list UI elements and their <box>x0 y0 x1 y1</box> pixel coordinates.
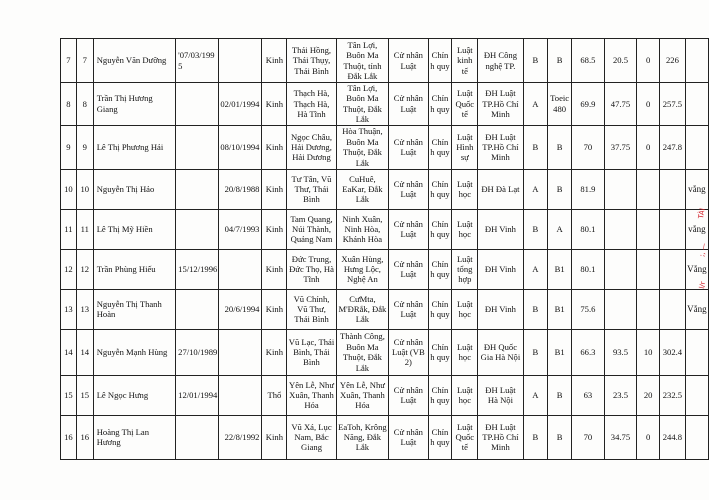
ethnicity-cell: Thổ <box>262 375 287 415</box>
cert-2-cell: B <box>548 415 572 459</box>
stt2-cell: 8 <box>76 83 93 126</box>
major-cell: Luật học <box>452 375 478 415</box>
score-2-cell <box>604 289 637 329</box>
study-mode-cell: Chín h quy <box>428 125 452 169</box>
priority-points-cell: 20 <box>637 375 660 415</box>
major-cell: Luật kinh tế <box>452 39 478 83</box>
degree-cell: Cử nhân Luật <box>389 39 428 83</box>
stt-cell: 10 <box>61 169 77 209</box>
score-2-cell: 34.75 <box>604 415 637 459</box>
dob-cell-left <box>176 125 219 169</box>
score-1-cell: 81.9 <box>572 169 605 209</box>
table-row <box>61 209 709 249</box>
dob-cell-left <box>176 415 219 459</box>
name-cell: Trần Thị Hương Giang <box>93 83 175 126</box>
name-cell: Lê Ngọc Hưng <box>93 375 175 415</box>
total-score-cell <box>659 169 685 209</box>
cert-1-cell: A <box>523 249 548 289</box>
major-cell: Luật học <box>452 329 478 375</box>
ethnicity-cell: Kinh <box>262 209 287 249</box>
total-score-cell: 302.4 <box>659 329 685 375</box>
school-cell: ĐH Vinh <box>478 249 523 289</box>
total-score-cell <box>659 289 685 329</box>
hometown-cell: Vũ Lạc, Thái Bình, Thái Bình <box>287 329 336 375</box>
stt-cell: 7 <box>61 39 77 83</box>
cert-2-cell: B <box>548 125 572 169</box>
cert-1-cell: A <box>523 83 548 126</box>
note-cell <box>685 125 708 169</box>
table-row <box>61 125 709 169</box>
total-score-cell: 226 <box>659 39 685 83</box>
degree-cell: Cử nhân Luật <box>389 125 428 169</box>
degree-cell: Cử nhân Luật <box>389 83 428 126</box>
ethnicity-cell: Kinh <box>262 83 287 126</box>
stt-cell: 12 <box>61 249 77 289</box>
priority-points-cell: 10 <box>637 329 660 375</box>
dob-cell-right: 02/01/1994 <box>219 83 262 126</box>
priority-points-cell <box>637 169 660 209</box>
score-2-cell: 47.75 <box>604 83 637 126</box>
cert-2-cell: B1 <box>548 329 572 375</box>
dob-cell-right <box>219 375 262 415</box>
degree-cell: Cử nhân Luật <box>389 169 428 209</box>
school-cell: ĐH Đà Lạt <box>478 169 523 209</box>
dob-cell-left <box>176 209 219 249</box>
residence-cell: CưMta, M'ĐRắk, Đắk Lắk <box>336 289 388 329</box>
ethnicity-cell: Kinh <box>262 329 287 375</box>
study-mode-cell: Chín h quy <box>428 375 452 415</box>
hometown-cell: Thạch Hà, Thạch Hà, Hà Tĩnh <box>287 83 336 126</box>
table-row <box>61 39 709 83</box>
score-2-cell: 23.5 <box>604 375 637 415</box>
residence-cell: Tân Lợi, Buôn Ma Thuột, tỉnh Đắk Lắk <box>336 39 388 83</box>
study-mode-cell: Chín h quy <box>428 415 452 459</box>
score-1-cell: 66.3 <box>572 329 605 375</box>
score-1-cell: 68.5 <box>572 39 605 83</box>
note-cell: Vắng <box>685 249 708 289</box>
red-stamp-mark: TÀI ;, — l/r <box>697 207 709 290</box>
dob-cell-left <box>176 289 219 329</box>
score-1-cell: 70 <box>572 415 605 459</box>
priority-points-cell: 0 <box>637 125 660 169</box>
dob-cell-right <box>219 249 262 289</box>
note-cell <box>685 415 708 459</box>
major-cell: Luật Hình sự <box>452 125 478 169</box>
stt2-cell: 9 <box>76 125 93 169</box>
name-cell: Trần Phùng Hiếu <box>93 249 175 289</box>
school-cell: ĐH Luật TP.Hồ Chí Minh <box>478 125 523 169</box>
degree-cell: Cử nhân Luật <box>389 289 428 329</box>
dob-cell-right: 04/7/1993 <box>219 209 262 249</box>
stt2-cell: 15 <box>76 375 93 415</box>
school-cell: ĐH Vinh <box>478 289 523 329</box>
cert-2-cell: A <box>548 209 572 249</box>
cert-2-cell: B <box>548 39 572 83</box>
priority-points-cell: 0 <box>637 39 660 83</box>
major-cell: Luật tổng hợp <box>452 249 478 289</box>
dob-cell-right: 20/8/1988 <box>219 169 262 209</box>
note-cell: vắng <box>685 209 708 249</box>
cert-1-cell: A <box>523 375 548 415</box>
dob-cell-left <box>176 83 219 126</box>
school-cell: ĐH Công nghệ TP. <box>478 39 523 83</box>
cert-2-cell: Toeic 480 <box>548 83 572 126</box>
table-row <box>61 169 709 209</box>
ethnicity-cell: Kinh <box>262 249 287 289</box>
residence-cell: Tân Lợi, Buôn Ma Thuột, Đắk Lắk <box>336 83 388 126</box>
stt-cell: 16 <box>61 415 77 459</box>
study-mode-cell: Chín h quy <box>428 329 452 375</box>
stt2-cell: 11 <box>76 209 93 249</box>
hometown-cell: Tam Quang, Núi Thành, Quảng Nam <box>287 209 336 249</box>
degree-cell: Cử nhân Luật <box>389 375 428 415</box>
table-row <box>61 415 709 459</box>
study-mode-cell: Chín h quy <box>428 83 452 126</box>
table-row <box>61 249 709 289</box>
note-cell <box>685 375 708 415</box>
study-mode-cell: Chín h quy <box>428 289 452 329</box>
residence-cell: Yên Lễ, Như Xuân, Thanh Hóa <box>336 375 388 415</box>
ethnicity-cell: Kinh <box>262 39 287 83</box>
table-row <box>61 83 709 126</box>
note-cell: Vắng <box>685 289 708 329</box>
cert-1-cell: B <box>523 125 548 169</box>
total-score-cell: 247.8 <box>659 125 685 169</box>
cert-1-cell: B <box>523 209 548 249</box>
score-1-cell: 63 <box>572 375 605 415</box>
study-mode-cell: Chín h quy <box>428 249 452 289</box>
cert-1-cell: B <box>523 289 548 329</box>
stt-cell: 11 <box>61 209 77 249</box>
score-1-cell: 75.6 <box>572 289 605 329</box>
dob-cell-right <box>219 39 262 83</box>
stt2-cell: 14 <box>76 329 93 375</box>
dob-cell-right: 20/6/1994 <box>219 289 262 329</box>
dob-cell-left: 27/10/1989 <box>176 329 219 375</box>
cert-2-cell: B1 <box>548 249 572 289</box>
note-cell <box>685 39 708 83</box>
table-row <box>61 375 709 415</box>
major-cell: Luật học <box>452 289 478 329</box>
stt-cell: 14 <box>61 329 77 375</box>
total-score-cell: 257.5 <box>659 83 685 126</box>
cert-2-cell: B1 <box>548 289 572 329</box>
cert-1-cell: A <box>523 169 548 209</box>
dob-cell-left: '07/03/199 5 <box>176 39 219 83</box>
hometown-cell: Thái Hồng, Thái Thụy, Thái Bình <box>287 39 336 83</box>
hometown-cell: Vũ Chính, Vũ Thư, Thái Bình <box>287 289 336 329</box>
ethnicity-cell: Kinh <box>262 169 287 209</box>
total-score-cell <box>659 209 685 249</box>
dob-cell-right: 22/8/1992 <box>219 415 262 459</box>
total-score-cell: 244.8 <box>659 415 685 459</box>
residence-cell: Hòa Thuận, Buôn Ma Thuột, Đắk Lắk <box>336 125 388 169</box>
school-cell: ĐH Luật TP.Hồ Chí Minh <box>478 83 523 126</box>
cert-2-cell: B <box>548 169 572 209</box>
score-1-cell: 80.1 <box>572 209 605 249</box>
score-2-cell <box>604 209 637 249</box>
cert-2-cell: B <box>548 375 572 415</box>
cert-1-cell: B <box>523 329 548 375</box>
dob-cell-left <box>176 169 219 209</box>
dob-cell-right <box>219 329 262 375</box>
study-mode-cell: Chín h quy <box>428 209 452 249</box>
school-cell: ĐH Luật Hà Nội <box>478 375 523 415</box>
stt-cell: 15 <box>61 375 77 415</box>
name-cell: Lê Thị Phương Hải <box>93 125 175 169</box>
name-cell: Lê Thị Mỹ Hiền <box>93 209 175 249</box>
stt2-cell: 13 <box>76 289 93 329</box>
hometown-cell: Đức Trung, Đức Thọ, Hà Tĩnh <box>287 249 336 289</box>
priority-points-cell <box>637 249 660 289</box>
hometown-cell: Tư Tân, Vũ Thư, Thái Bình <box>287 169 336 209</box>
note-cell <box>685 83 708 126</box>
hometown-cell: Ngọc Châu, Hải Dương, Hải Dương <box>287 125 336 169</box>
priority-points-cell <box>637 209 660 249</box>
hometown-cell: Vũ Xá, Lục Nam, Bắc Giang <box>287 415 336 459</box>
major-cell: Luật Quốc tế <box>452 415 478 459</box>
degree-cell: Cử nhân Luật (VB 2) <box>389 329 428 375</box>
name-cell: Nguyễn Văn Dưỡng <box>93 39 175 83</box>
priority-points-cell: 0 <box>637 83 660 126</box>
degree-cell: Cử nhân Luật <box>389 415 428 459</box>
major-cell: Luật Quốc tế <box>452 83 478 126</box>
score-1-cell: 70 <box>572 125 605 169</box>
candidate-results-table <box>60 38 709 460</box>
stt-cell: 8 <box>61 83 77 126</box>
stt-cell: 9 <box>61 125 77 169</box>
name-cell: Nguyễn Thị Thanh Hoàn <box>93 289 175 329</box>
score-1-cell: 69.9 <box>572 83 605 126</box>
stt2-cell: 7 <box>76 39 93 83</box>
stt2-cell: 12 <box>76 249 93 289</box>
hometown-cell: Yên Lễ, Như Xuân, Thanh Hóa <box>287 375 336 415</box>
note-cell: vắng <box>685 169 708 209</box>
study-mode-cell: Chín h quy <box>428 39 452 83</box>
dob-cell-right: 08/10/1994 <box>219 125 262 169</box>
school-cell: ĐH Luật TP.Hồ Chí Minh <box>478 415 523 459</box>
stt-cell: 13 <box>61 289 77 329</box>
ethnicity-cell: Kinh <box>262 415 287 459</box>
name-cell: Nguyễn Mạnh Hùng <box>93 329 175 375</box>
table-row <box>61 289 709 329</box>
ethnicity-cell: Kinh <box>262 125 287 169</box>
major-cell: Luật học <box>452 209 478 249</box>
major-cell: Luật học <box>452 169 478 209</box>
residence-cell: Thành Công, Buôn Ma Thuột, Đắk Lắk <box>336 329 388 375</box>
dob-cell-left: 12/01/1994 <box>176 375 219 415</box>
score-2-cell: 93.5 <box>604 329 637 375</box>
name-cell: Nguyễn Thị Hảo <box>93 169 175 209</box>
stt2-cell: 10 <box>76 169 93 209</box>
score-1-cell: 80.1 <box>572 249 605 289</box>
score-2-cell: 20.5 <box>604 39 637 83</box>
degree-cell: Cử nhân Luật <box>389 209 428 249</box>
priority-points-cell <box>637 289 660 329</box>
degree-cell: Cử nhân Luật <box>389 249 428 289</box>
cert-1-cell: B <box>523 415 548 459</box>
table-row <box>61 329 709 375</box>
score-2-cell <box>604 169 637 209</box>
score-2-cell <box>604 249 637 289</box>
cert-1-cell: B <box>523 39 548 83</box>
priority-points-cell: 0 <box>637 415 660 459</box>
ethnicity-cell: Kinh <box>262 289 287 329</box>
residence-cell: Xuân Hùng, Hưng Lộc, Nghệ An <box>336 249 388 289</box>
school-cell: ĐH Quốc Gia Hà Nội <box>478 329 523 375</box>
total-score-cell <box>659 249 685 289</box>
table-body <box>61 39 709 460</box>
stt2-cell: 16 <box>76 415 93 459</box>
study-mode-cell: Chín h quy <box>428 169 452 209</box>
residence-cell: EaToh, Krông Năng, Đắk Lắk <box>336 415 388 459</box>
score-2-cell: 37.75 <box>604 125 637 169</box>
school-cell: ĐH Vinh <box>478 209 523 249</box>
residence-cell: CuHuê, EaKar, Đắk Lắk <box>336 169 388 209</box>
name-cell: Hoàng Thị Lan Hương <box>93 415 175 459</box>
total-score-cell: 232.5 <box>659 375 685 415</box>
residence-cell: Ninh Xuân, Ninh Hòa, Khánh Hòa <box>336 209 388 249</box>
dob-cell-left: 15/12/1996 <box>176 249 219 289</box>
note-cell <box>685 329 708 375</box>
